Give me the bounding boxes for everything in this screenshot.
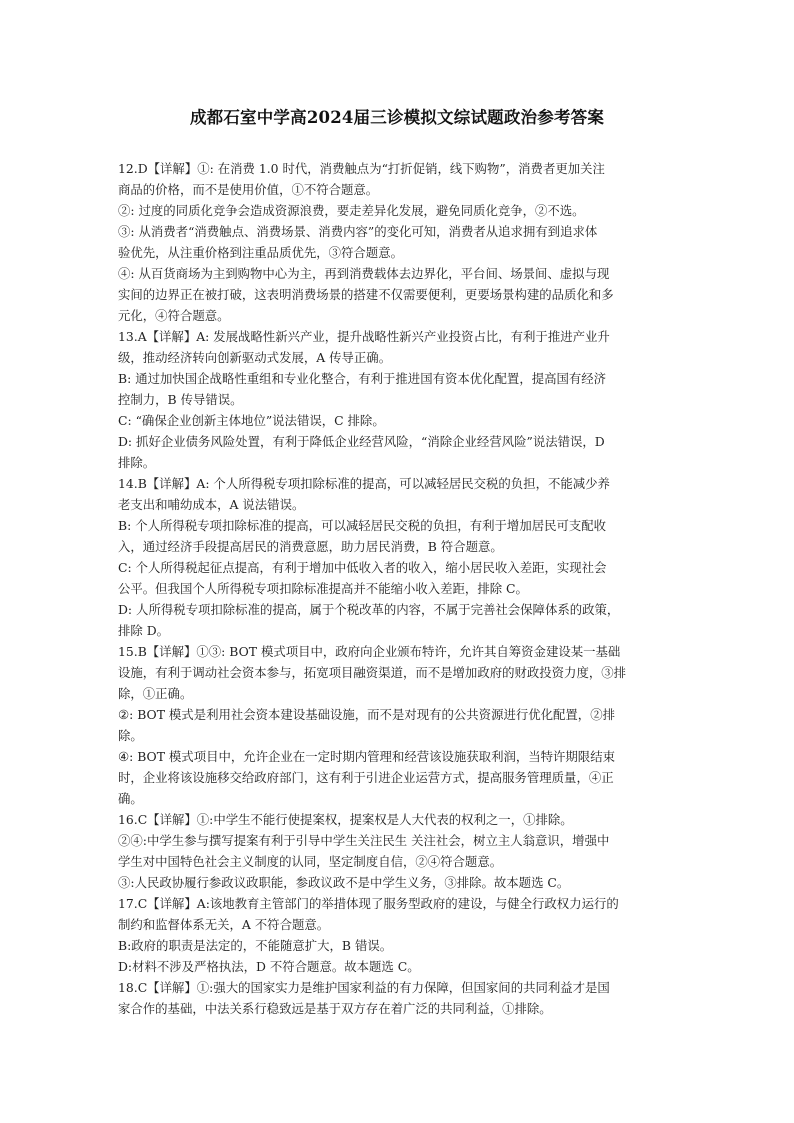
text-line: 级，推动经济转向创新驱动式发展，A 传导正确。 <box>118 350 392 365</box>
text-line: 12.D【详解】①: 在消费 1.0 时代，消费触点为“打折促销，线下购物”，消费者更加关注 <box>118 161 605 176</box>
text-line: 老支出和哺幼成本，A 说法错误。 <box>118 497 305 512</box>
text-line: D:材料不涉及严格执法，D 不符合题意。故本题选 C。 <box>118 959 420 974</box>
answer-body <box>118 158 684 1019</box>
text-line: D: 人所得税专项扣除标准的提高，属于个税改革的内容，不属于完善社会保障体系的政策， <box>118 602 620 617</box>
text-line: 除，①正确。 <box>118 686 193 701</box>
text-line: ②: BOT 模式是利用社会资本建设基础设施，而不是对现有的公共资源进行优化配置，②排 <box>118 707 615 722</box>
text-line: 设施，有利于调动社会资本参与，拓宽项目融资渠道，而不是增加政府的财政投资力度，③排 <box>118 665 627 680</box>
text-line: 学生对中国特色社会主义制度的认同，坚定制度自信，②④符合题意。 <box>118 854 503 869</box>
text-line: C: 个人所得税起征点提高，有利于增加中低收入者的收入，缩小居民收入差距，实现社会 <box>118 560 607 575</box>
text-line: B: 个人所得税专项扣除标准的提高，可以减轻居民交税的负担，有利于增加居民可支配收 <box>118 518 607 533</box>
text-line: 确。 <box>118 791 143 806</box>
text-line: ②: 过度的同质化竞争会造成资源浪费，要走差异化发展，避免同质化竞争，②不选。 <box>118 203 585 218</box>
text-line: 实间的边界正在被打破，这表明消费场景的搭建不仅需要便利，更要场景构建的品质化和多 <box>118 287 614 302</box>
text-line: B: 通过加快国企战略性重组和专业化整合，有利于推进国有资本优化配置，提高国有经济 <box>118 371 607 386</box>
text-line: ②④:中学生参与撰写提案有利于引导中学生关注民生 关注社会，树立主人翁意识，增强中 <box>118 833 610 848</box>
text-line: 18.C【详解】①:强大的国家实力是维护国家利益的有力保障，但国家间的共同利益才是国 <box>118 980 610 995</box>
text-line: 13.A【详解】A: 发展战略性新兴产业，提升战略性新兴产业投资占比，有利于推进产业升 <box>118 329 610 344</box>
text-line: B:政府的职责是法定的，不能随意扩大，B 错误。 <box>118 938 393 953</box>
text-line: ③:人民政协履行参政议政职能，参政议政不是中学生义务，③排除。故本题选 C。 <box>118 875 570 890</box>
text-line: 商品的价格，而不是使用价值，①不符合题意。 <box>118 182 379 197</box>
text-line: 入，通过经济手段提高居民的消费意愿，助力居民消费，B 符合题意。 <box>118 539 503 554</box>
text-line: 17.C【详解】A:该地教育主管部门的举措体现了服务型政府的建设，与健全行政权力运行的 <box>118 896 619 911</box>
text-line: 公平。但我国个人所得税专项扣除标准提高并不能缩小收入差距，排除 C。 <box>118 581 528 596</box>
text-line: 验优先，从注重价格到注重品质优先，③符合题意。 <box>118 245 403 260</box>
text-line: 制约和监督体系无关，A 不符合题意。 <box>118 917 330 932</box>
text-line: C: “确保企业创新主体地位”说法错误，C 排除。 <box>118 413 385 428</box>
text-line: 除。 <box>118 728 143 743</box>
text-line: 元化，④符合题意。 <box>118 308 230 323</box>
document-title: 成都石室中学高2024届三诊模拟文综试题政治参考答案 <box>189 108 605 127</box>
text-line: 家合作的基础，中法关系行稳致远是基于双方存在着广泛的共同利益，①排除。 <box>118 1001 552 1016</box>
text-line: 15.B【详解】①③: BOT 模式项目中，政府向企业颁布特许，允许其自筹资金建设某一基础 <box>118 644 621 659</box>
text-line: ④: 从百货商场为主到购物中心为主，再到消费载体去边界化，平台间、场景间、虚拟与现 <box>118 266 610 281</box>
text-line: D: 抓好企业债务风险处置，有利于降低企业经营风险，“消除企业经营风险”说法错误，D <box>118 434 605 449</box>
text-line: 14.B【详解】A: 个人所得税专项扣除标准的提高，可以减轻居民交税的负担，不能减少养 <box>118 476 610 491</box>
text-line: 控制力，B 传导错误。 <box>118 392 243 407</box>
text-line: 时，企业将该设施移交给政府部门，这有利于引进企业运营方式，提高服务管理质量，④正 <box>118 770 614 785</box>
text-line: 排除 D。 <box>118 623 170 638</box>
text-line: ④: BOT 模式项目中，允许企业在一定时期内管理和经营该设施获取利润，当特许期限结束 <box>118 749 615 764</box>
text-line: 排除。 <box>118 455 156 470</box>
text-line: ③: 从消费者“消费触点、消费场景、消费内容”的变化可知，消费者从追求拥有到追求体 <box>118 224 598 239</box>
text-line: 16.C【详解】①:中学生不能行使提案权，提案权是人大代表的权利之一，①排除。 <box>118 812 573 827</box>
